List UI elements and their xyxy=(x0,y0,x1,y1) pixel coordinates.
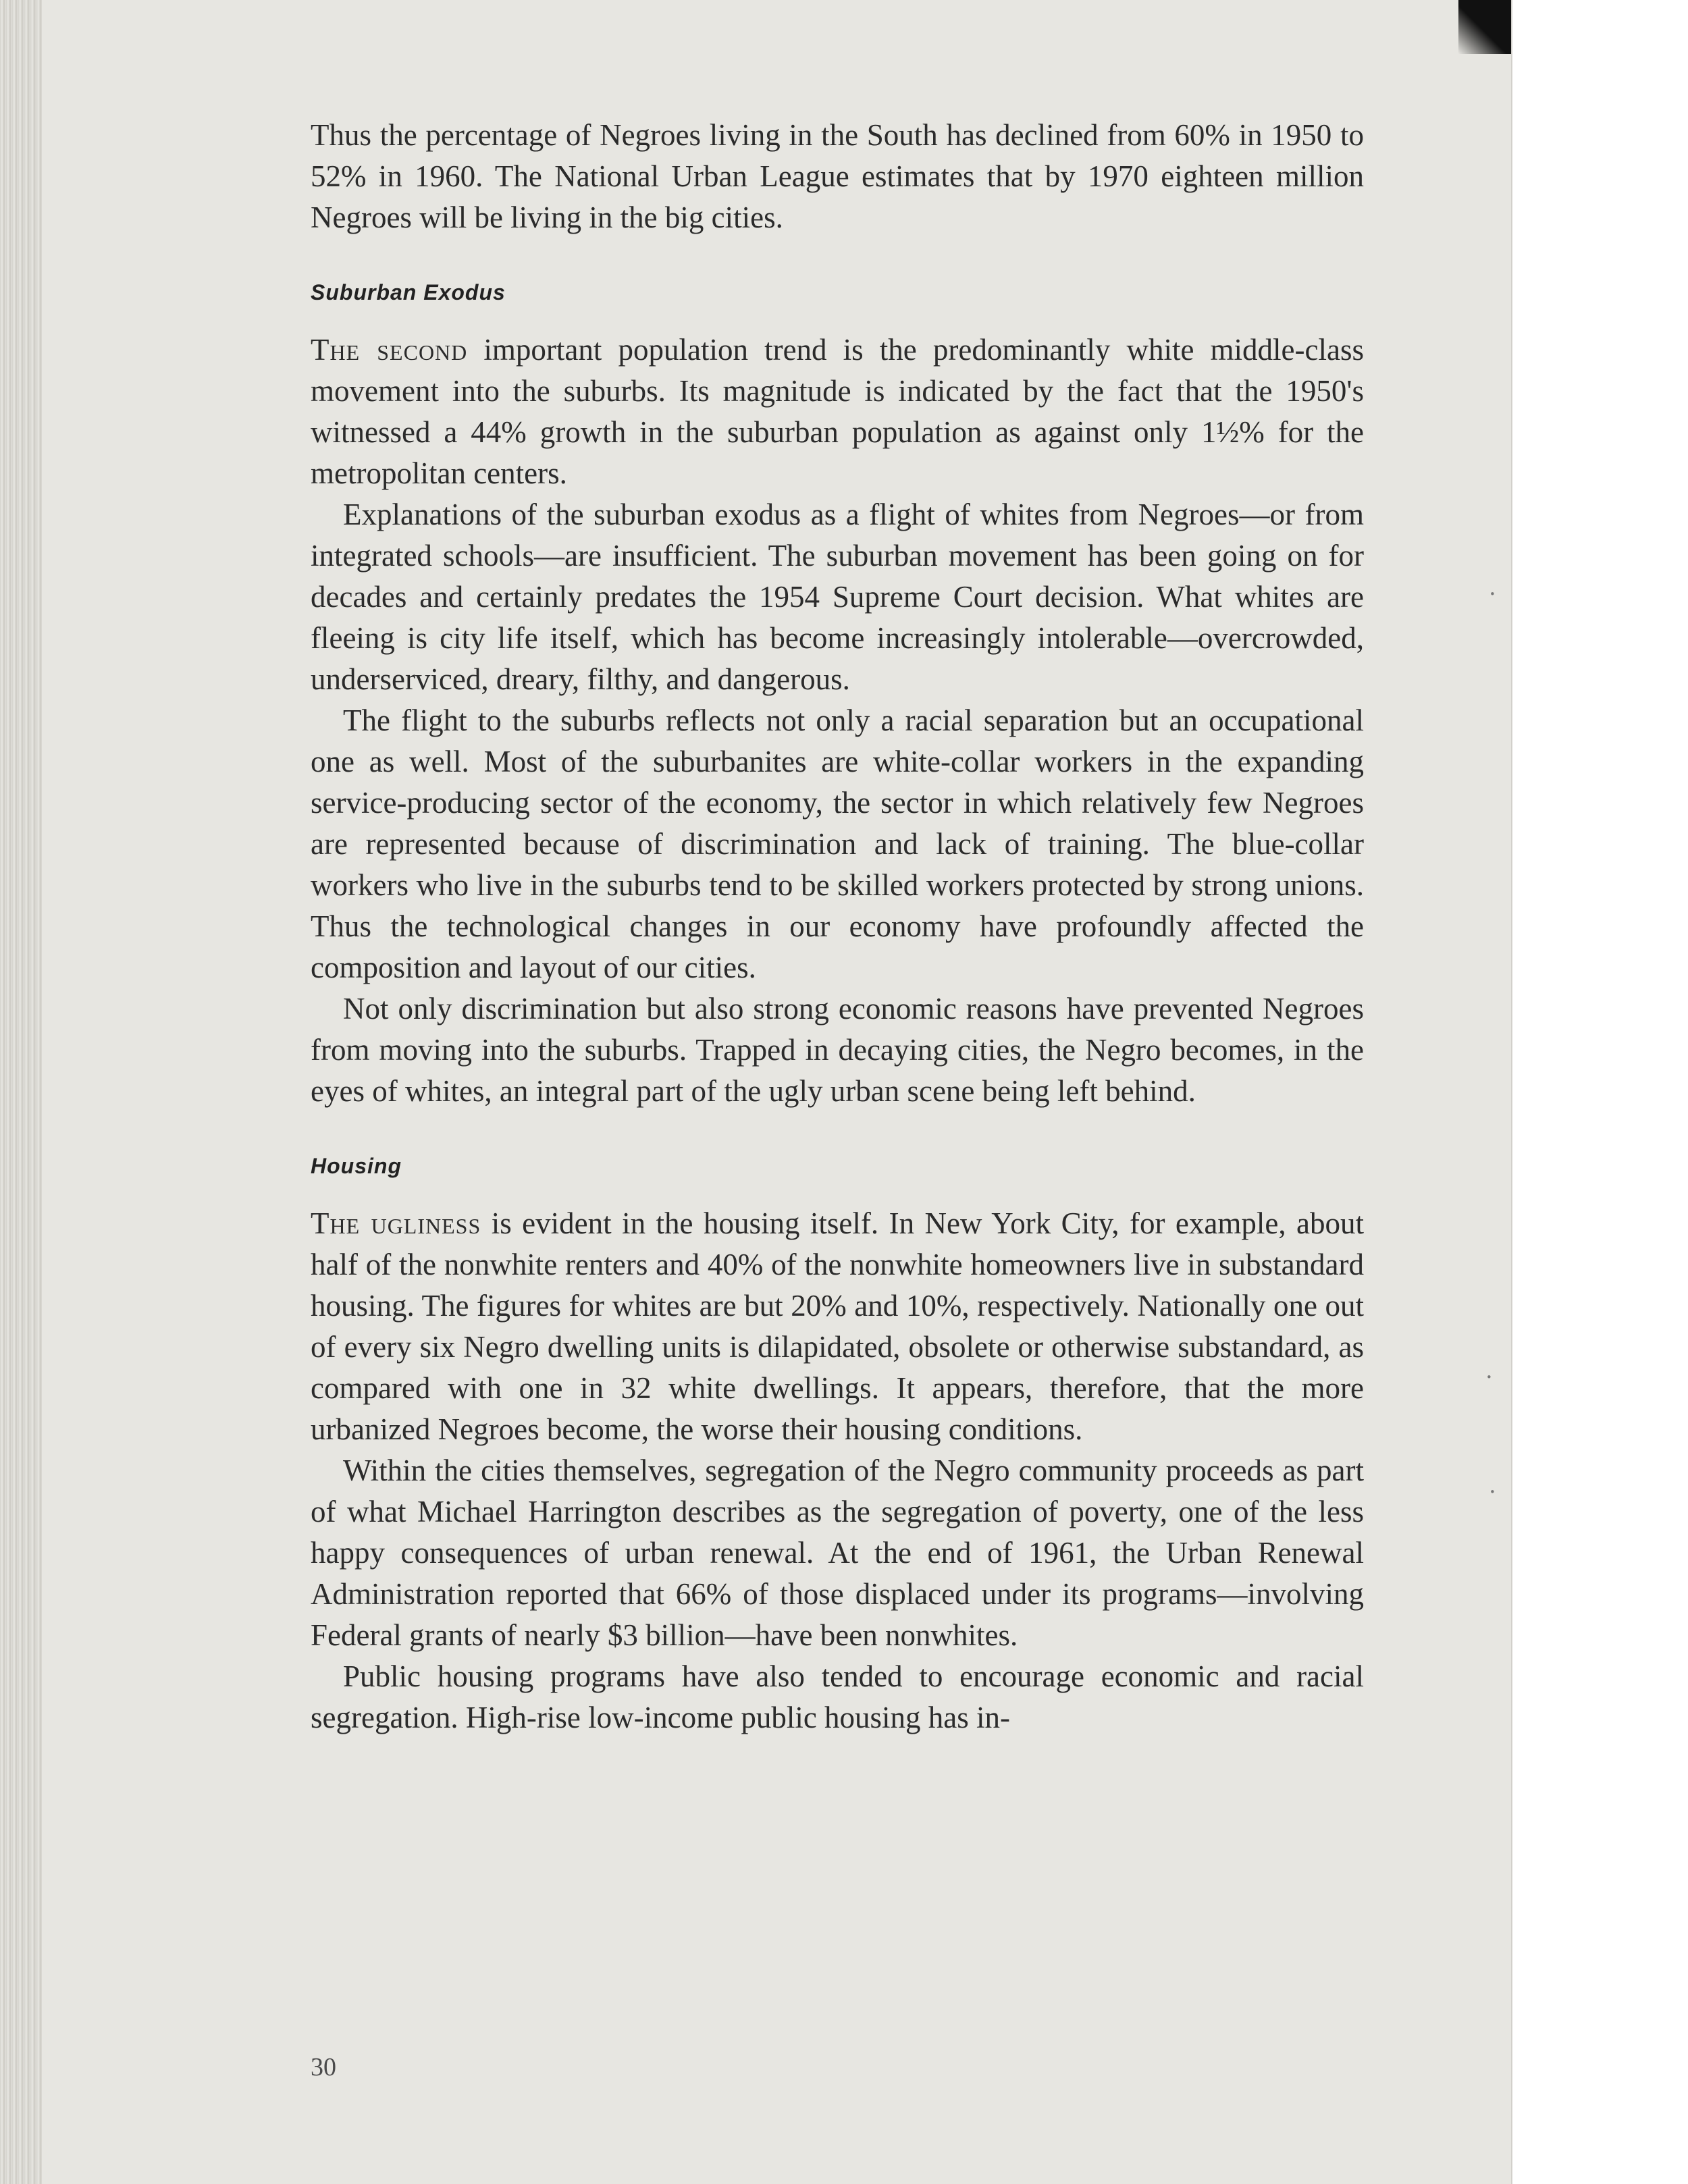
section-heading-housing: Housing xyxy=(311,1154,402,1178)
paragraph-suburban-3: The flight to the suburbs reflects not only a racial separation but an occupational one as well. Most of the suburbanites are white-collar workers in the expanding service-producing sector of the economy, the sector in which relatively few Negroes are represented because of discrimination and lack of training. The blue-collar workers who live in the suburbs tend to be skilled workers protected by strong unions. Thus the technological changes in our economy have profoundly affected the composition and layout of our cities. xyxy=(311,703,1364,984)
margin-tick-mark: · xyxy=(1489,1479,1496,1506)
paragraph-text: important population trend is the predominantly white middle-class movement into the suburbs. Its magnitude is indicated by the fact that the 1950's witnessed a 44% growth in the suburban population as against only 1½% for the metropolitan centers. xyxy=(311,333,1364,490)
scan-shadow-corner xyxy=(1458,0,1512,54)
margin-tick-mark: · xyxy=(1489,581,1496,608)
body-text xyxy=(311,115,1364,1738)
paragraph-suburban-1 xyxy=(311,329,1364,494)
paragraph-housing-1 xyxy=(311,1203,1364,1450)
page-stack-edge xyxy=(0,0,42,2184)
paragraph-suburban-2: Explanations of the suburban exodus as a flight of whites from Negroes—or from integrated schools—are insufficient. The suburban movement has been going on for decades and certainly predates the 1954 Supreme Court decision. What whites are fleeing is city life itself, which has become increasingly intolerable—overcrowded, underserviced, dreary, filthy, and dangerous. xyxy=(311,498,1364,696)
margin-tick-mark: · xyxy=(1485,1364,1493,1391)
paragraph-housing-3: Public housing programs have also tended to encourage economic and racial segregation. High-rise low-income public housing has in- xyxy=(311,1659,1364,1734)
paragraph-suburban-4: Not only discrimination but also strong economic reasons have prevented Negroes from moving into the suburbs. Trapped in decaying cities, the Negro becomes, in the eyes of whites, an integral part of the ugly urban scene being left behind. xyxy=(311,992,1364,1108)
paragraph-housing-2: Within the cities themselves, segregation of the Negro community proceeds as part of what Michael Harrington describes as the segregation of poverty, one of the less happy consequences of urban renewal. At the end of 1961, the Urban Renewal Administration reported that 66% of those displaced under its programs—involving Federal grants of nearly $3 billion—have been nonwhites. xyxy=(311,1454,1364,1652)
lead-in-small-caps: The second xyxy=(311,333,468,367)
opening-paragraph: Thus the percentage of Negroes living in the South has declined from 60% in 1950 to 52% in 1960. The National Urban League estimates that by 1970 eighteen million Negroes will be living in the big cities. xyxy=(311,118,1364,234)
section-heading-suburban-exodus: Suburban Exodus xyxy=(311,280,506,304)
scan-background xyxy=(1512,0,1688,2184)
lead-in-small-caps: The ugliness xyxy=(311,1206,481,1240)
paragraph-text: is evident in the housing itself. In New York City, for example, about half of the nonwhite renters and 40% of the nonwhite homeowners live in substandard housing. The figures for whites are but 20% and 10%, respectively. Nationally one out of every six Negro dwelling units is dilapidated, obsolete or otherwise substandard, as compared with one in 32 white dwellings. It appears, therefore, that the more urbanized Negroes become, the worse their housing conditions. xyxy=(311,1206,1364,1446)
page-number: 30 xyxy=(311,2053,336,2081)
